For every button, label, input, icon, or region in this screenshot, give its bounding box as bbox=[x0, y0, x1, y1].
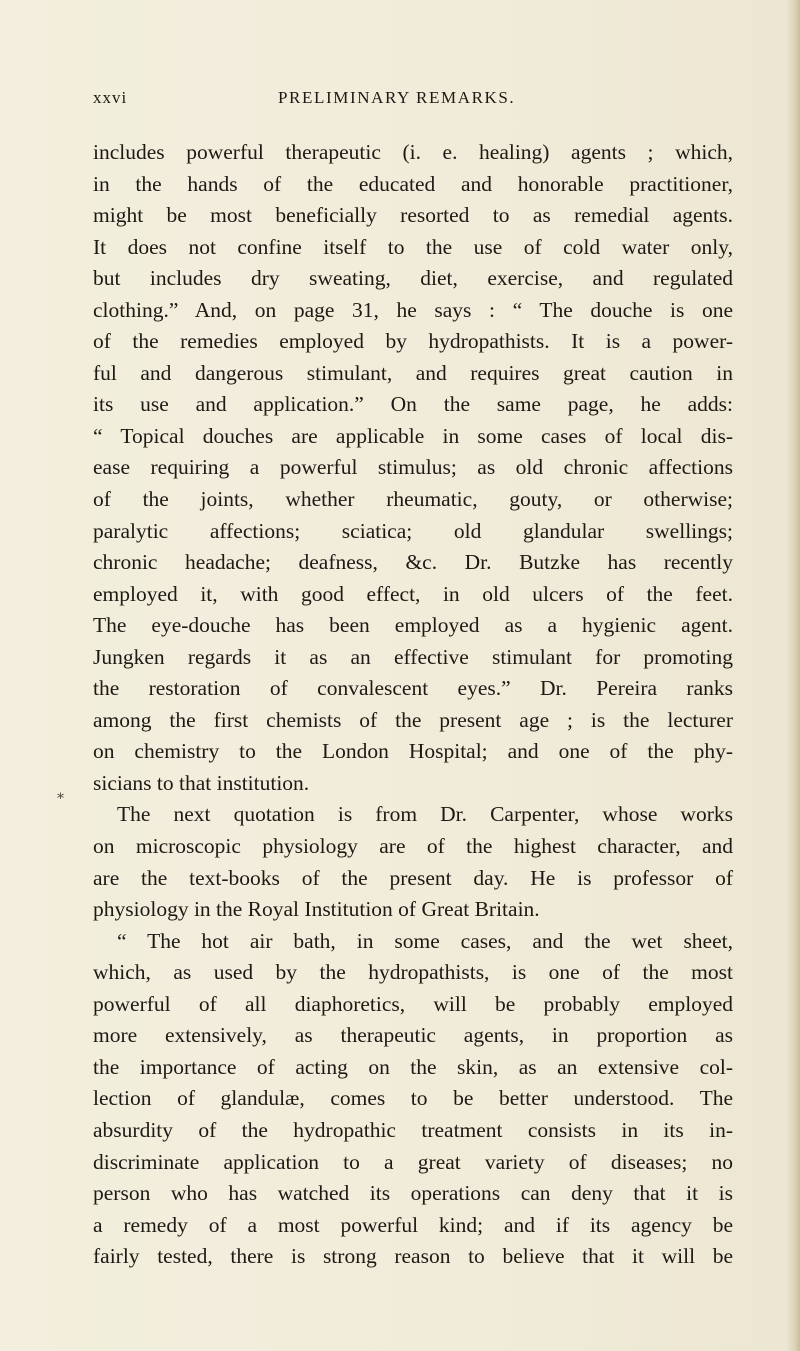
text-line: The eye-douche has been employed as a hygienic agent. bbox=[93, 613, 733, 638]
text-line: includes powerful therapeutic (i. e. healing) agents ; which, bbox=[93, 140, 733, 164]
text-line: the restoration of convalescent eyes.” Dr. Pereira ranks bbox=[93, 676, 733, 701]
text-line: of the joints, whether rheumatic, gouty, or otherwise; bbox=[93, 487, 733, 512]
paragraph-start-line: The next quotation is from Dr. Carpenter, whose works bbox=[117, 802, 733, 827]
text-line: ful and dangerous stimulant, and requires great caution in bbox=[93, 360, 733, 385]
text-line: the importance of acting on the skin, as an extensive col- bbox=[93, 1054, 733, 1079]
text-line: paralytic affections; sciatica; old glandular swellings; bbox=[93, 518, 733, 543]
text-line: might be most beneficially resorted to as remedial agents. bbox=[93, 203, 733, 228]
text-line: among the first chemists of the present age ; is the lecturer bbox=[93, 707, 733, 732]
text-line: but includes dry sweating, diet, exercise, and regulated bbox=[93, 266, 733, 291]
text-line: discriminate application to a great variety of diseases; no bbox=[93, 1149, 733, 1174]
text-line: of the remedies employed by hydropathists. It is a power- bbox=[93, 329, 733, 354]
text-line: sicians to that institution. bbox=[93, 770, 310, 795]
text-line: Jungken regards it as an effective stimulant for promoting bbox=[93, 644, 733, 669]
text-line: It does not confine itself to the use of cold water only, bbox=[93, 234, 733, 259]
page-header bbox=[93, 88, 733, 114]
page-edge-shadow bbox=[786, 0, 800, 1351]
text-line: “ Topical douches are applicable in some cases of local dis- bbox=[93, 423, 733, 448]
body-text bbox=[93, 137, 733, 1273]
text-line: fairly tested, there is strong reason to believe that it will be bbox=[93, 1244, 733, 1269]
text-line: which, as used by the hydropathists, is one of the most bbox=[93, 960, 733, 985]
running-title: PRELIMINARY REMARKS. bbox=[278, 88, 516, 107]
text-line: its use and application.” On the same page, he adds: bbox=[93, 392, 733, 417]
text-line: more extensively, as therapeutic agents, in proportion as bbox=[93, 1023, 733, 1048]
text-line: physiology in the Royal Institution of Great Britain. bbox=[93, 897, 540, 922]
text-line: powerful of all diaphoretics, will be probably employed bbox=[93, 991, 733, 1016]
text-line: chronic headache; deafness, &c. Dr. Butzke has recently bbox=[93, 550, 733, 575]
text-line: are the text-books of the present day. He is professor of bbox=[93, 865, 733, 890]
text-line: ease requiring a powerful stimulus; as old chronic affections bbox=[93, 455, 733, 480]
text-line: absurdity of the hydropathic treatment consists in its in- bbox=[93, 1117, 733, 1142]
text-line: lection of glandulæ, comes to be better understood. The bbox=[93, 1086, 733, 1111]
text-line: in the hands of the educated and honorable practitioner, bbox=[93, 171, 733, 196]
text-line: on microscopic physiology are of the highest character, and bbox=[93, 834, 733, 859]
margin-mark: * bbox=[57, 791, 64, 807]
paragraph-start-line: “ The hot air bath, in some cases, and the wet sheet, bbox=[117, 928, 733, 953]
text-line: a remedy of a most powerful kind; and if its agency be bbox=[93, 1212, 733, 1237]
text-line: employed it, with good effect, in old ulcers of the feet. bbox=[93, 581, 733, 606]
text-line: clothing.” And, on page 31, he says : “ The douche is one bbox=[93, 297, 733, 322]
text-line: on chemistry to the London Hospital; and one of the phy- bbox=[93, 739, 733, 764]
page-number: xxvi bbox=[93, 88, 128, 107]
text-line: person who has watched its operations can deny that it is bbox=[93, 1181, 733, 1206]
